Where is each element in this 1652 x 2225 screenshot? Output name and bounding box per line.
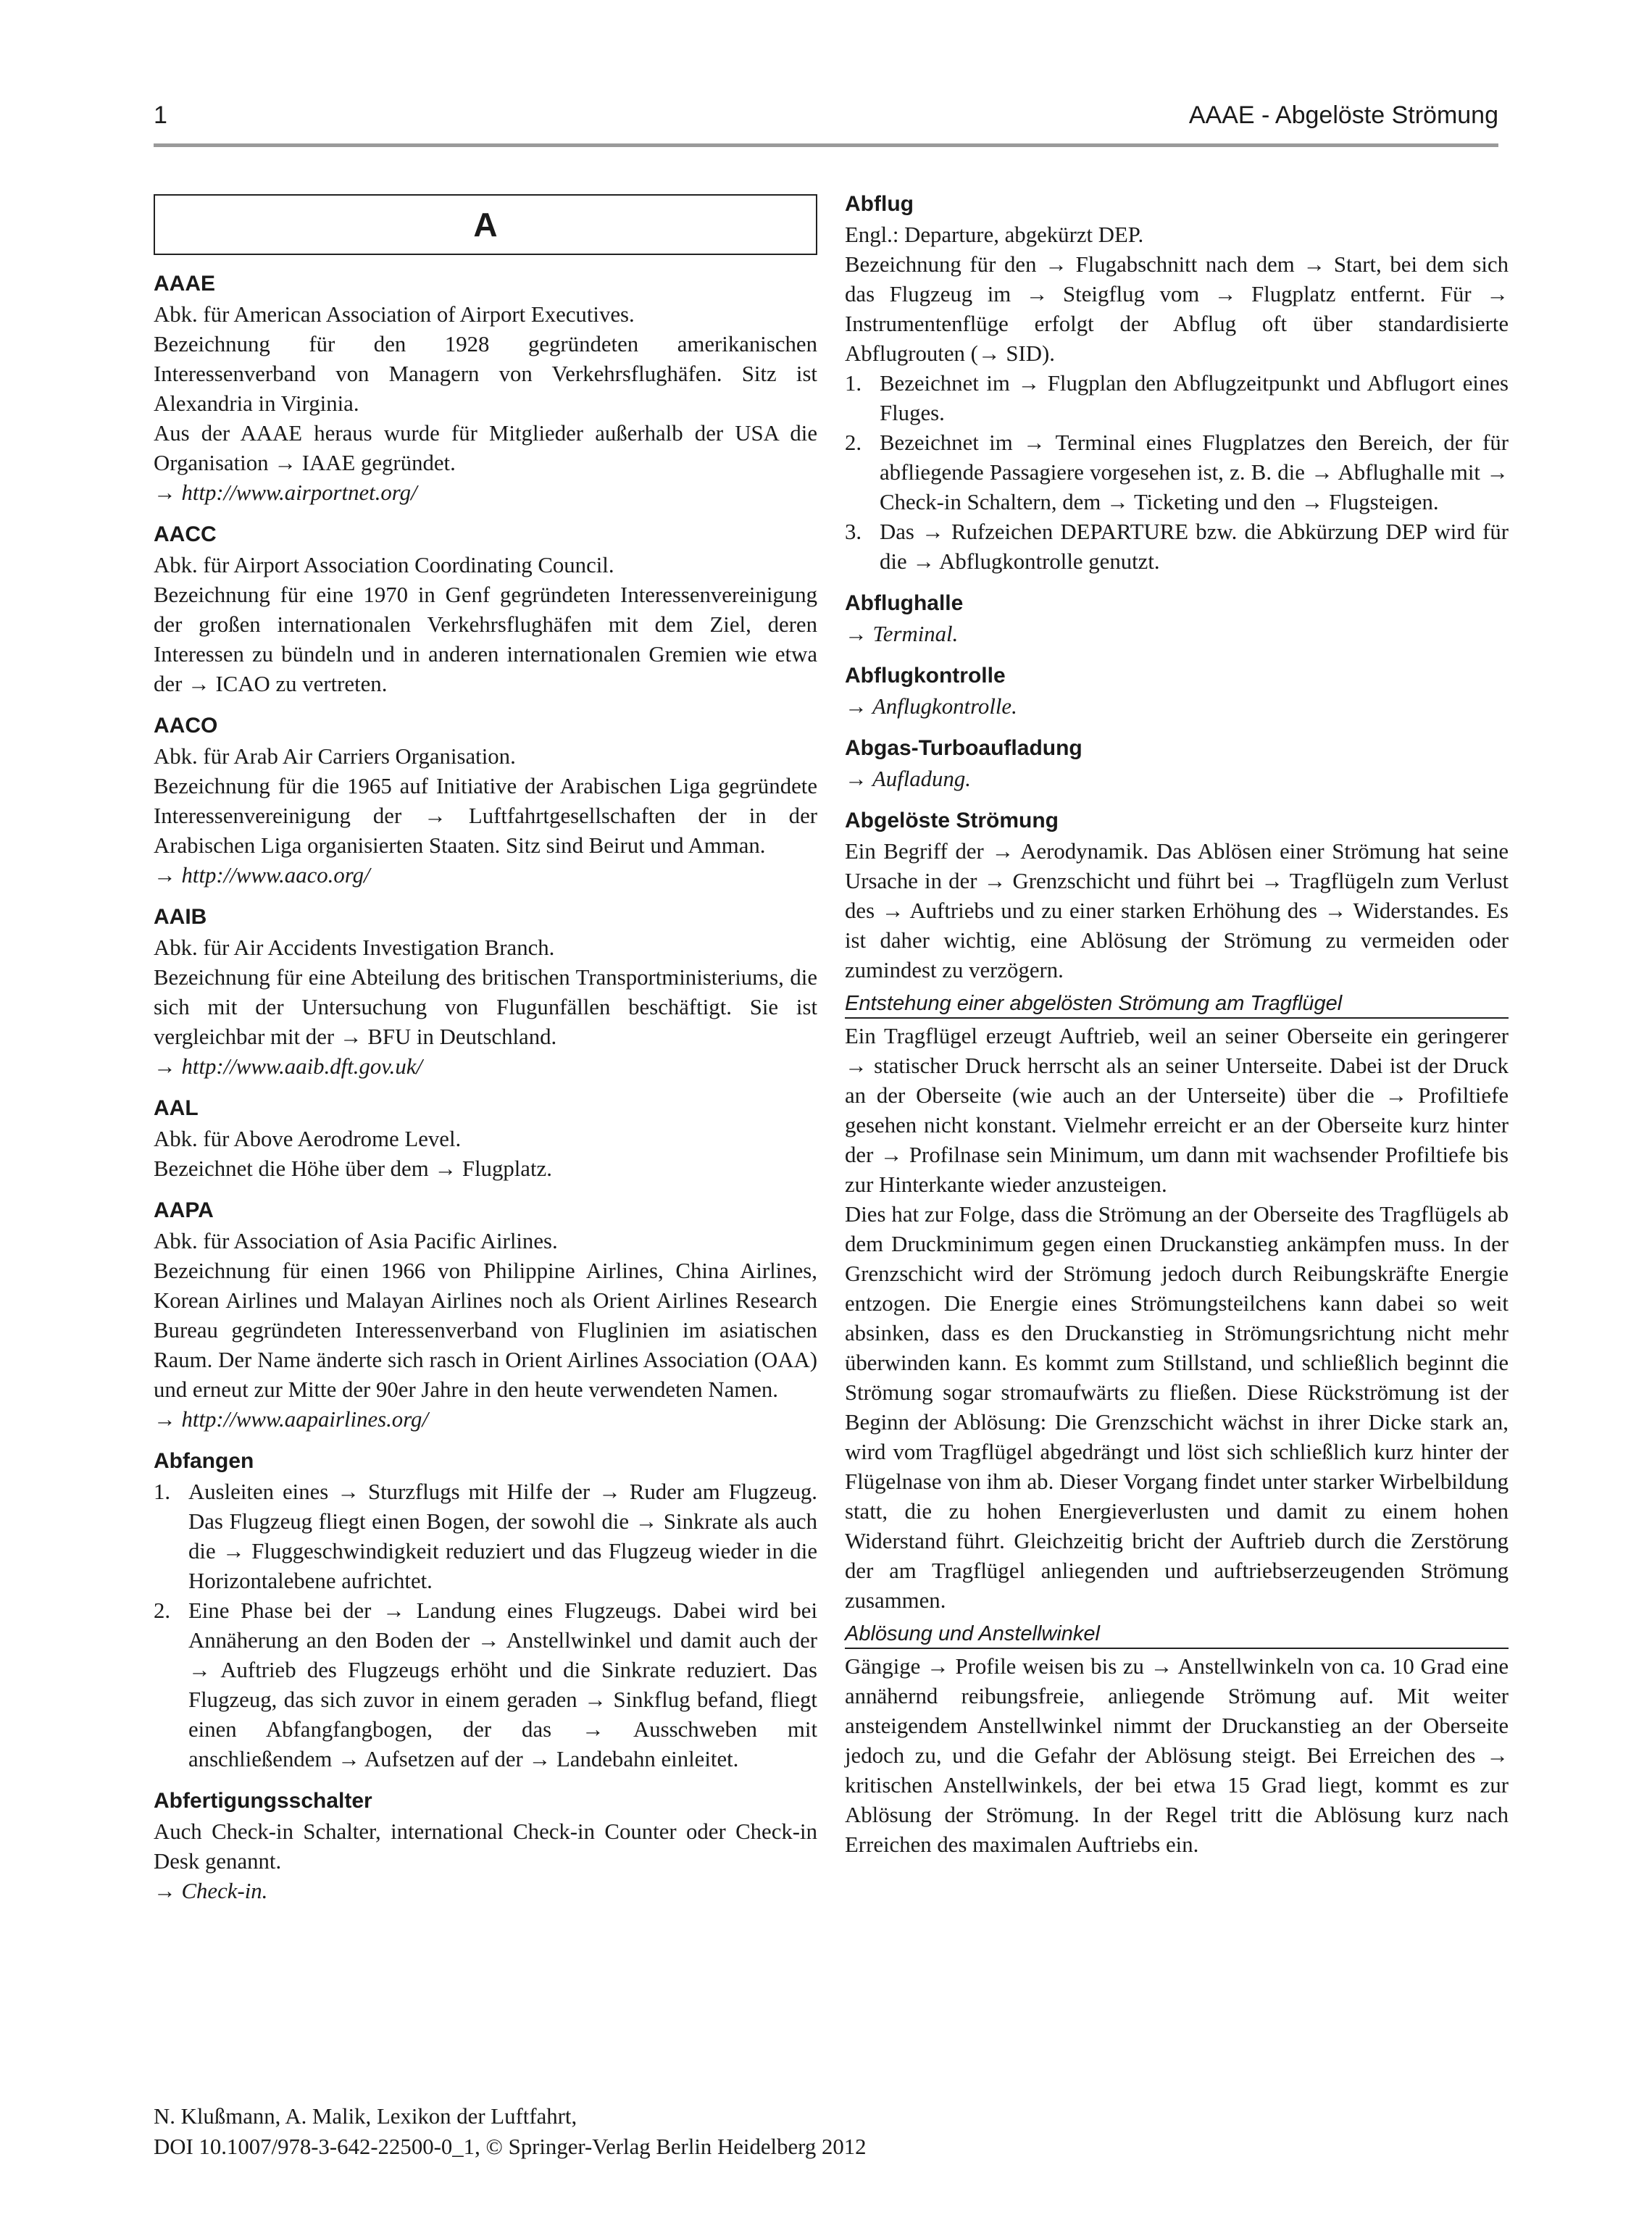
entry-link[interactable]: → http://www.aaib.dft.gov.uk/: [154, 1054, 422, 1079]
entry-term: Abflugkontrolle: [845, 664, 1006, 688]
page-number: 1: [154, 101, 167, 129]
entry-line: Ein Tragflügel erzeugt Auftrieb, weil an seiner Oberseite ein geringerer → statischer Druck herrscht als an seiner Unterseite. Dabei ist der Druck an der Oberseite (wie auch an der Unterseite) über die → Profiltiefe gesehen nicht konstant. Vielmehr erreicht er an der Oberseite kurz hinter der → Profilnase sein Minimum, um dann mit wachsender Profiltiefe bis zur Hinterkante wieder anzusteigen.: [845, 1024, 1509, 1197]
entry-link[interactable]: → http://www.aapairlines.org/: [154, 1407, 429, 1432]
entry-link[interactable]: → Anflugkontrolle.: [845, 694, 1017, 719]
entry-term: AAAE: [154, 272, 216, 296]
entry-link[interactable]: → Aufladung.: [845, 767, 971, 791]
entry-line: Bezeichnet die Höhe über dem → Flugplatz.: [154, 1156, 552, 1181]
list-item-text: Das → Rufzeichen DEPARTURE bzw. die Abkürzung DEP wird für die → Abflugkontrolle genutzt.: [880, 519, 1509, 574]
citation-line: DOI 10.1007/978-3-642-22500-0_1, © Springer-Verlag Berlin Heidelberg 2012: [154, 2134, 867, 2159]
subsection-heading: Entstehung einer abgelösten Strömung am Tragflügel: [845, 990, 1509, 1019]
entry-line: Engl.: Departure, abgekürzt DEP.: [845, 222, 1144, 247]
entry-term: AACC: [154, 522, 217, 546]
entry-line: Aus der AAAE heraus wurde für Mitglieder außerhalb der USA die Organisation → IAAE gegründet.: [154, 421, 817, 475]
left-column: [154, 187, 817, 1919]
entry-line: Bezeichnung für einen 1966 von Philippine Airlines, China Airlines, Korean Airlines und Malayan Airlines noch als Orient Airlines Research Bureau gegründeten Interessenverband von Fluglinien im asiatischen Raum. Der Name änderte sich rasch in Orient Airlines Association (OAA) und erneut zur Mitte der 90er Jahre in den heute verwendeten Namen.: [154, 1258, 817, 1402]
entry-term: AACO: [154, 714, 218, 738]
citation-line: N. Klußmann, A. Malik, Lexikon der Luftfahrt,: [154, 2104, 577, 2129]
citation-footer: [154, 2101, 867, 2162]
entry-term: AAL: [154, 1096, 199, 1120]
entry-link[interactable]: → Check-in.: [154, 1879, 268, 1903]
entry-term: Abfertigungsschalter: [154, 1789, 372, 1813]
entry-line: Auch Check-in Schalter, international Check-in Counter oder Check-in Desk genannt.: [154, 1819, 817, 1874]
numbered-list: [154, 1477, 817, 1774]
list-item: 1. Bezeichnet im → Flugplan den Abflugzeitpunkt und Abflugort eines Fluges.: [845, 371, 1509, 425]
entry-abflughalle: [845, 589, 1509, 649]
entry-abfangen: [154, 1447, 817, 1774]
entry-line: Bezeichnung für die 1965 auf Initiative der Arabischen Liga gegründete Interessenvereinigung der → Luftfahrtgesellschaften der in der Arabischen Liga organisierten Staaten. Sitz sind Beirut und Amman.: [154, 774, 817, 858]
entry-line: Ein Begriff der → Aerodynamik. Das Ablösen einer Strömung hat seine Ursache in der → Grenzschicht und führt bei → Tragflügeln zum Verlust des → Auftriebs und zu einer starken Erhöhung des → Widerstandes. Es ist daher wichtig, eine Ablösung der Strömung zu vermeiden oder zumindest zu verzögern.: [845, 839, 1509, 982]
entry-abfertigungsschalter: [154, 1787, 817, 1906]
entry-line: Dies hat zur Folge, dass die Strömung an der Oberseite des Tragflügels ab dem Druckminimum gegen einen Druckanstieg ankämpfen muss. In der Grenzschicht wird der Strömung jedoch durch Reibungskräfte Energie entzogen. Die Energie eines Strömungsteilchens kann dabei so weit absinken, dass es den Druckanstieg in Strömungsrichtung nicht mehr überwinden kann. Es kommt zum Stillstand, und schließlich beginnt die Strömung sogar stromaufwärts zu fließen. Diese Rückströmung ist der Beginn der Ablösung: Die Grenzschicht wächst in ihrer Dicke stark an, wird vom Tragflügel abgedrängt und löst sich schließlich kurz hinter der Flügelnase von ihm ab. Dieser Vorgang findet unter starker Wirbelbildung statt, die zu hohen Energieverlusten und damit zu einem hohen Widerstand führt. Gleichzeitig bricht der Auftrieb durch die Zerstörung der am Tragflügel anliegenden und auftriebserzeugenden Strömung zusammen.: [845, 1202, 1509, 1613]
entry-link[interactable]: → http://www.aaco.org/: [154, 863, 370, 888]
list-item-text: Bezeichnet im → Flugplan den Abflugzeitpunkt und Abflugort eines Fluges.: [880, 371, 1509, 425]
entry-line: Gängige → Profile weisen bis zu → Anstellwinkeln von ca. 10 Grad eine annähernd reibungsfreie, anliegende Strömung auf. Mit weiter ansteigendem Anstellwinkel nimmt der Druckanstieg an der Oberseite jedoch zu, und die Gefahr der Ablösung steigt. Bei Erreichen des → kritischen Anstellwinkels, der bei etwa 15 Grad liegt, kommt es zur Ablösung der Strömung. In der Regel tritt die Ablösung kurz nach Erreichen des maximalen Auftriebs ein.: [845, 1654, 1509, 1857]
right-column: [845, 190, 1509, 1872]
entry-line: Bezeichnung für den → Flugabschnitt nach dem → Start, bei dem sich das Flugzeug im → Steigflug vom → Flugplatz entfernt. Für → Instrumentenflüge erfolgt der Abflug oft über standardisierte Abflugrouten (→ SID).: [845, 252, 1509, 366]
entry-line: Bezeichnung für eine Abteilung des britischen Transportministeriums, die sich mit der Untersuchung von Flugunfällen beschäftigt. Sie ist vergleichbar mit der → BFU in Deutschland.: [154, 965, 817, 1049]
entry-aaib: [154, 903, 817, 1082]
entry-aaae: [154, 270, 817, 508]
subsection-heading: Ablösung und Anstellwinkel: [845, 1620, 1509, 1649]
entry-term: Abgas-Turboaufladung: [845, 736, 1082, 760]
list-item-text: Eine Phase bei der → Landung eines Flugzeugs. Dabei wird bei Annäherung an den Boden der → Anstellwinkel und damit auch der → Auftrieb des Flugzeugs erhöht und die Sinkrate reduziert. Das Flugzeug, das sich zuvor in einem geraden → Sinkflug befand, fliegt einen Abfangfangbogen, der das → Ausschweben mit anschließendem → Aufsetzen auf der → Landebahn einleitet.: [188, 1598, 817, 1771]
list-item: 1. Ausleiten eines → Sturzflugs mit Hilfe der → Ruder am Flugzeug. Das Flugzeug fliegt einen Bogen, der sowohl die → Sinkrate als auch die → Fluggeschwindigkeit reduziert und das Flugzeug wieder in die Horizontalebene aufrichtet.: [154, 1479, 817, 1593]
page-header: [154, 101, 1498, 145]
entry-line: Bezeichnung für den 1928 gegründeten amerikanischen Interessenverband von Managern von Verkehrsflughäfen. Sitz ist Alexandria in Virginia.: [154, 332, 817, 416]
entry-aaco: [154, 711, 817, 890]
entry-line: Abk. für Air Accidents Investigation Branch.: [154, 935, 555, 960]
list-item: 3. Das → Rufzeichen DEPARTURE bzw. die Abkürzung DEP wird für die → Abflugkontrolle genutzt.: [845, 519, 1509, 574]
entry-term: Abgelöste Strömung: [845, 809, 1059, 832]
entry-line: Abk. für Airport Association Coordinating Council.: [154, 553, 614, 577]
numbered-list: [845, 369, 1509, 577]
section-letter: A: [154, 194, 817, 255]
entry-term: Abflug: [845, 192, 914, 216]
entry-abflugkontrolle: [845, 661, 1509, 722]
entry-line: Abk. für Association of Asia Pacific Airlines.: [154, 1229, 558, 1253]
entry-aal: [154, 1094, 817, 1184]
list-item: 2. Eine Phase bei der → Landung eines Flugzeugs. Dabei wird bei Annäherung an den Boden der → Anstellwinkel und damit auch der → Auftrieb des Flugzeugs erhöht und die Sinkrate reduziert. Das Flugzeug, das sich zuvor in einem geraden → Sinkflug befand, fliegt einen Abfangfangbogen, der das → Ausschweben mit anschließendem → Aufsetzen auf der → Landebahn einleitet.: [154, 1598, 817, 1771]
entry-line: Abk. für Arab Air Carriers Organisation.: [154, 744, 516, 769]
entry-term: Abflughalle: [845, 591, 964, 615]
entry-aapa: [154, 1196, 817, 1435]
entry-aacc: [154, 520, 817, 699]
entry-term: Abfangen: [154, 1449, 254, 1473]
entry-abgas-turboaufladung: [845, 734, 1509, 794]
entry-link[interactable]: → Terminal.: [845, 622, 959, 646]
list-item: 2. Bezeichnet im → Terminal eines Flugplatzes den Bereich, der für abfliegende Passagiere vorgesehen ist, z. B. die → Abflughalle mit → Check-in Schaltern, dem → Ticketing und den → Flugsteigen.: [845, 430, 1509, 514]
entry-term: AAPA: [154, 1198, 214, 1222]
entry-link[interactable]: → http://www.airportnet.org/: [154, 480, 417, 505]
entry-line: Abk. für American Association of Airport Executives.: [154, 302, 635, 327]
entry-line: Bezeichnung für eine 1970 in Genf gegründeten Interessenvereinigung der großen internationalen Verkehrsflughäfen mit dem Ziel, deren Interessen zu bündeln und in anderen internationalen Gremien wie etwa der → ICAO zu vertreten.: [154, 583, 817, 696]
header-rule: [154, 143, 1498, 147]
list-item-text: Ausleiten eines → Sturzflugs mit Hilfe der → Ruder am Flugzeug. Das Flugzeug fliegt einen Bogen, der sowohl die → Sinkrate als auch die → Fluggeschwindigkeit reduziert und das Flugzeug wieder in die Horizontalebene aufrichtet.: [188, 1479, 817, 1593]
entry-term: AAIB: [154, 905, 207, 929]
list-item-text: Bezeichnet im → Terminal eines Flugplatzes den Bereich, der für abfliegende Passagiere vorgesehen ist, z. B. die → Abflughalle mit → Check-in Schaltern, dem → Ticketing und den → Flugsteigen.: [880, 430, 1509, 514]
running-head: AAAE - Abgelöste Strömung: [1188, 101, 1498, 129]
entry-abgeloeste-stroemung: [845, 806, 1509, 1860]
entry-abflug: [845, 190, 1509, 577]
entry-line: Abk. für Above Aerodrome Level.: [154, 1127, 462, 1151]
